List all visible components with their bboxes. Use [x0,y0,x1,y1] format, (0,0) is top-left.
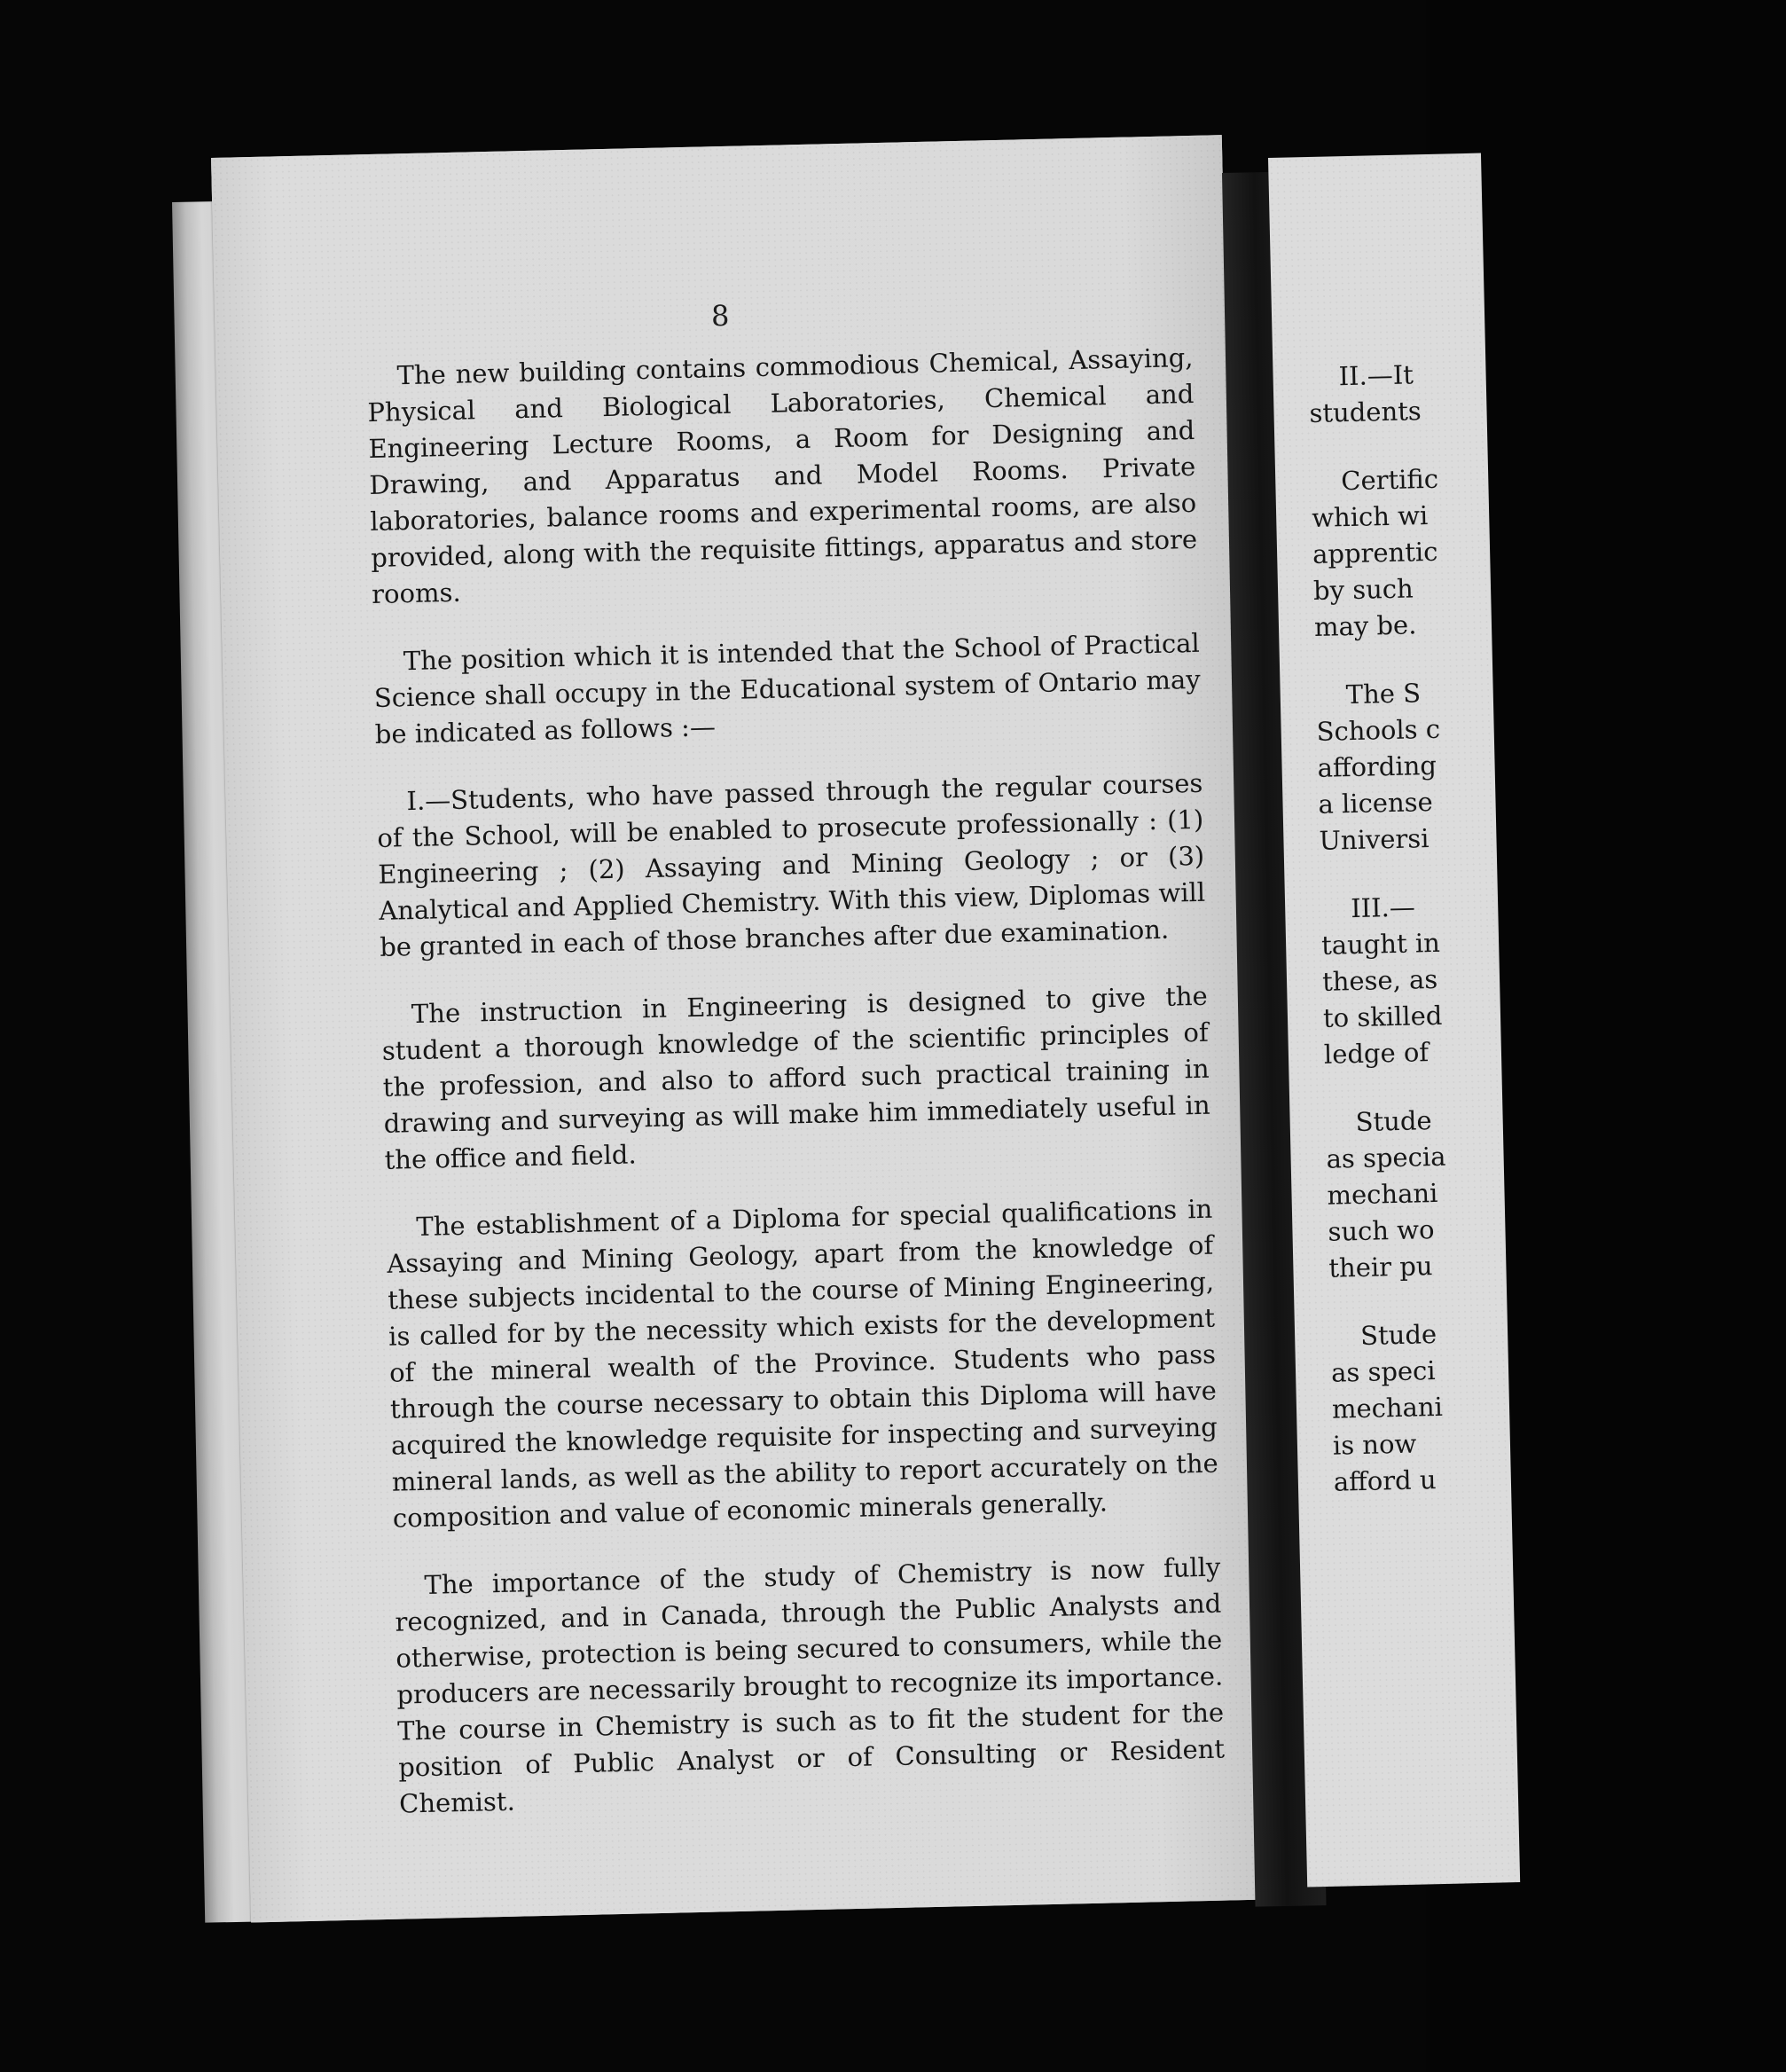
right-fragment-line: to skilled [1322,1000,1443,1033]
right-fragment-line: mechani [1331,1391,1444,1424]
paragraph-assaying-diploma: The establishment of a Diploma for special qualifications in Assaying and Mining Geology, apart from the knowledge of these subjects incidental to the course of Mining Engineering, is called for by the necessity which exists for the development of the mineral wealth of the Province. Students who pass through the course necessary to obtain this Diploma will have acquired the knowledge requisite for inspecting and surveying mineral lands, as well as the ability to report accurately on the composition and value of economic minerals generally. [386,1193,1219,1534]
right-fragment-line: II.—It [1338,359,1414,392]
right-fragment-line: Stude [1355,1105,1432,1138]
right-fragment-line: Universi [1319,823,1430,856]
paragraph-engineering: The instruction in Engineering is designed to give the student a thorough knowledge of the scientific principles of the profession, and also to afford such practical training in drawing and surveying as will make him immediately useful in the office and field. [381,980,1210,1175]
paragraph-position: The position which it is intended that the School of Practical Science shall occupy in the Educational system of Ontario may be indicated as follows :— [373,627,1202,750]
right-fragment-line: as speci [1330,1355,1436,1388]
right-fragment-line: these, as [1321,963,1438,997]
page-body [366,340,1226,1854]
right-fragment-line: students [1309,396,1422,429]
right-fragment-line: their pu [1328,1251,1433,1283]
right-fragment-line: may be. [1313,609,1417,642]
right-fragment-line: afford u [1333,1464,1437,1497]
right-page-text [1308,349,1778,1533]
right-fragment-line: is now [1332,1428,1417,1461]
page-number: 8 [710,298,730,334]
right-fragment-line: mechani [1327,1177,1438,1211]
paragraph-chemistry: The importance of the study of Chemistry is now fully recognized, and in Canada, through the Public Analysts and otherwise, protection is being secured to consumers, while the producers are necessarily brought to recognize its importance. The course in Chemistry is such as to fit the student for the position of Public Analyst or of Consulting or Resident Chemist. [395,1551,1226,1819]
right-fragment-line: affording [1317,750,1437,783]
right-fragment-block [1325,1095,1773,1286]
right-fragment-line: The S [1345,678,1422,710]
right-fragment-line: III.— [1350,891,1416,924]
right-fragment-line: ledge of [1323,1037,1430,1070]
right-fragment-line: which wi [1311,500,1429,533]
right-fragment-line: taught in [1320,927,1441,961]
right-fragment-line: a license [1318,786,1434,820]
paragraph-new-building: The new building contains commodious Chemical, Assaying, Physical and Biological Laboratories, Chemical and Engineering Lecture Rooms, a Room for Designing and Drawing, and Apparatus and Model Rooms. Private laboratories, balance rooms and experimental rooms, are also provided, along with the requisite fittings, apparatus and store rooms. [367,341,1198,610]
right-fragment-line: Certific [1340,463,1439,497]
right-fragment-line: as specia [1326,1141,1446,1174]
right-fragment-block [1320,882,1768,1073]
paragraph-students-diplomas: I.—Students, who have passed through the regular courses of the School, will be enabled to prosecute professionally : (1) Engineering ; (2) Assaying and Mining Geology ; or (3) Analytical and Applied Chemistry. With this view, Diplomas will be granted in each of those branches after due examination. [377,767,1206,962]
right-fragment-block [1315,668,1763,859]
right-fragment-block [1308,349,1753,432]
right-fragment-line: such wo [1328,1214,1435,1247]
right-fragment-line: Stude [1359,1319,1437,1351]
right-fragment-block [1330,1308,1778,1500]
right-fragment-line: Schools c [1316,713,1441,747]
right-page-fragment [1268,153,1520,1888]
right-fragment-block [1311,454,1759,646]
right-fragment-line: apprentic [1312,536,1438,569]
left-page [211,135,1262,1922]
right-fragment-line: by such [1312,573,1414,606]
